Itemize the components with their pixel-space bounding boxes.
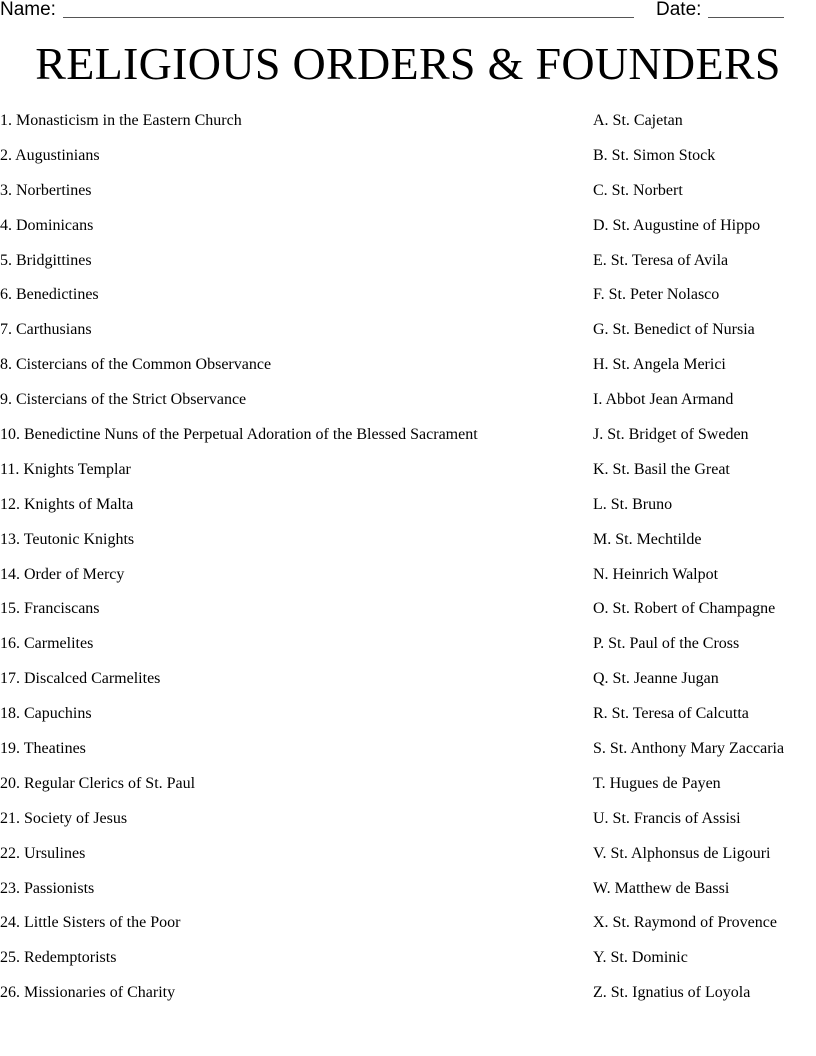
founder-item: B. St. Simon Stock [593, 146, 716, 164]
founder-item: R. St. Teresa of Calcutta [593, 705, 749, 723]
founder-item: M. St. Mechtilde [593, 530, 702, 548]
order-item: 21. Society of Jesus [0, 809, 128, 827]
founder-item: F. St. Peter Nolasco [593, 286, 720, 304]
name-blank-line [63, 17, 634, 18]
order-item: 23. Passionists [0, 879, 95, 897]
order-item: 5. Bridgittines [0, 251, 92, 269]
founder-item: Y. St. Dominic [593, 949, 688, 967]
order-item: 10. Benedictine Nuns of the Perpetual Adoration of the Blessed Sacrament [0, 426, 478, 444]
order-item: 22. Ursulines [0, 844, 86, 862]
order-item: 6. Benedictines [0, 286, 99, 304]
founder-item: U. St. Francis of Assisi [593, 809, 741, 827]
founder-item: W. Matthew de Bassi [593, 879, 730, 897]
founder-item: J. St. Bridget of Sweden [593, 426, 749, 444]
order-item: 19. Theatines [0, 740, 86, 758]
order-item: 14. Order of Mercy [0, 565, 125, 583]
order-item: 13. Teutonic Knights [0, 530, 135, 548]
date-label: Date: [656, 0, 702, 20]
founder-item: N. Heinrich Walpot [593, 565, 719, 583]
order-item: 15. Franciscans [0, 600, 100, 618]
order-item: 17. Discalced Carmelites [0, 670, 161, 688]
order-item: 9. Cistercians of the Strict Observance [0, 391, 247, 409]
founder-item: P. St. Paul of the Cross [593, 635, 740, 653]
founder-item: S. St. Anthony Mary Zaccaria [593, 740, 785, 758]
order-item: 11. Knights Templar [0, 460, 131, 478]
order-item: 4. Dominicans [0, 216, 94, 234]
founder-item: D. St. Augustine of Hippo [593, 216, 761, 234]
order-item: 2. Augustinians [0, 146, 100, 164]
order-item: 24. Little Sisters of the Poor [0, 914, 181, 932]
name-label: Name: [0, 0, 56, 20]
order-item: 3. Norbertines [0, 181, 92, 199]
order-item: 1. Monasticism in the Eastern Church [0, 112, 242, 129]
founder-item: H. St. Angela Merici [593, 356, 726, 374]
order-item: 12. Knights of Malta [0, 495, 134, 513]
founders-list [593, 111, 816, 1018]
order-item: 20. Regular Clerics of St. Paul [0, 774, 196, 792]
founder-item: E. St. Teresa of Avila [593, 251, 729, 269]
founder-item: Q. St. Jeanne Jugan [593, 670, 719, 688]
order-item: 25. Redemptorists [0, 949, 117, 967]
founder-item: V. St. Alphonsus de Ligouri [593, 844, 771, 862]
order-item: 8. Cistercians of the Common Observance [0, 356, 272, 374]
founder-item: K. St. Basil the Great [593, 460, 730, 478]
founder-item: C. St. Norbert [593, 181, 683, 199]
order-item: 7. Carthusians [0, 321, 92, 339]
orders-list [0, 111, 570, 1018]
worksheet-header [0, 0, 816, 24]
founder-item: L. St. Bruno [593, 495, 673, 513]
worksheet-title: RELIGIOUS ORDERS & FOUNDERS [35, 38, 781, 89]
order-item: 18. Capuchins [0, 705, 92, 723]
founder-item: X. St. Raymond of Provence [593, 914, 777, 932]
date-blank-line [708, 17, 784, 18]
founder-item: O. St. Robert of Champagne [593, 600, 776, 618]
founder-item: A. St. Cajetan [593, 112, 683, 129]
founder-item: Z. St. Ignatius of Loyola [593, 984, 751, 1002]
order-item: 26. Missionaries of Charity [0, 984, 176, 1002]
founder-item: T. Hugues de Payen [593, 774, 721, 792]
founder-item: G. St. Benedict of Nursia [593, 321, 755, 339]
order-item: 16. Carmelites [0, 635, 94, 653]
founder-item: I. Abbot Jean Armand [593, 391, 734, 409]
